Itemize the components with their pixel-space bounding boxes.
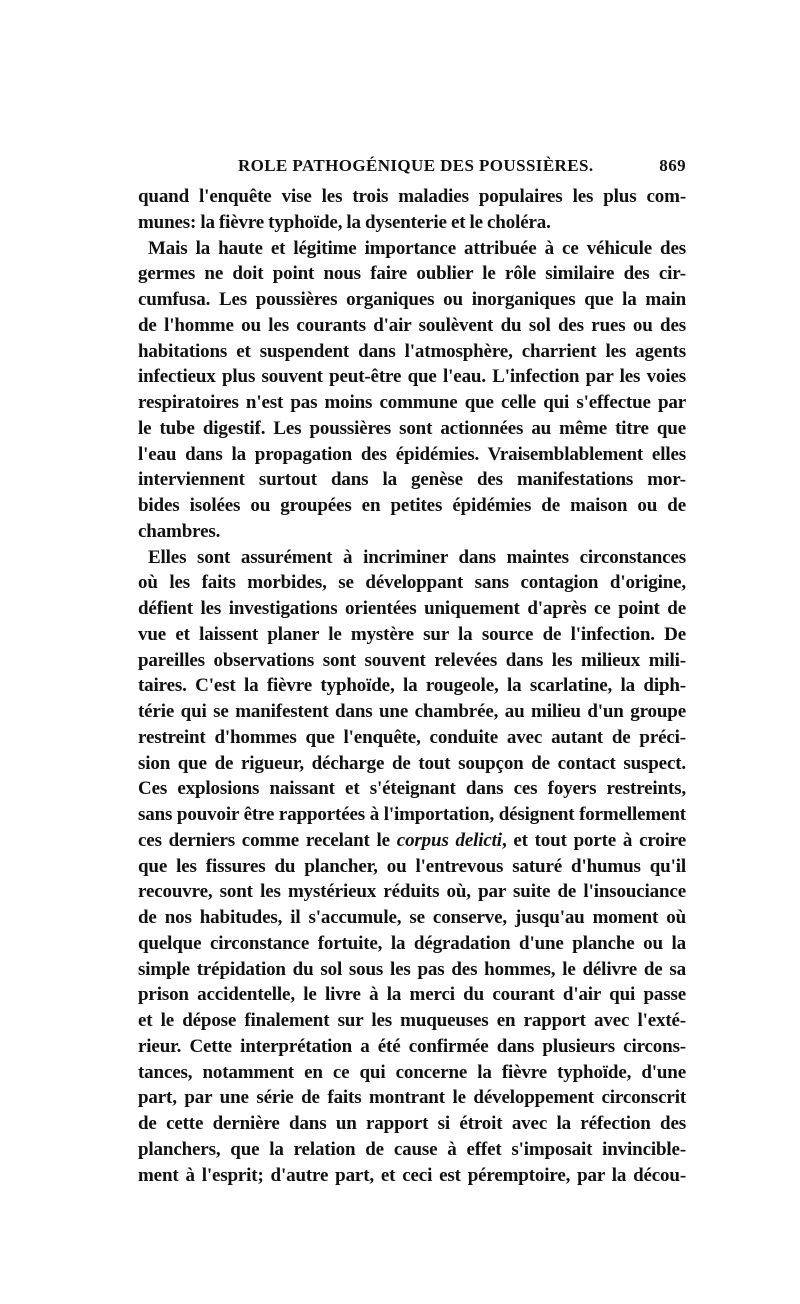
text-line: rieur. Cette interprétation a été confirmée dans plusieurs circons-: [138, 1035, 686, 1057]
text-line: et le dépose finalement sur les muqueuses en rapport avec l'exté-: [138, 1010, 686, 1031]
text-line: vue et laissent planer le mystère sur la source de l'infection. De: [138, 623, 686, 645]
text-line: quand l'enquête vise les trois maladies populaires les plus com-: [138, 186, 686, 207]
text-line: germes ne doit point nous faire oublier le rôle similaire des cir-: [138, 263, 686, 285]
body-text: [138, 184, 686, 1188]
text-line: défient les investigations orientées uniquement d'après ce point de: [138, 598, 686, 619]
text-line: quelque circonstance fortuite, la dégradation d'une planche ou la: [138, 932, 686, 954]
text-line: part, par une série de faits montrant le développement circonscrit: [138, 1087, 686, 1109]
text-line: Elles sont assurément à incriminer dans maintes circonstances: [148, 546, 686, 568]
text-line: tances, notamment en ce qui concerne la fièvre typhoïde, d'une: [138, 1061, 686, 1083]
text-line: planchers, que la relation de cause à effet s'imposait invincible-: [138, 1138, 686, 1160]
text-line: sion que de rigueur, décharge de tout soupçon de contact suspect.: [138, 752, 686, 774]
text-line: ces derniers comme recelant le corpus delicti, et tout porte à croire: [138, 829, 686, 851]
text-line: taires. C'est la fièvre typhoïde, la rougeole, la scarlatine, la diph-: [138, 675, 686, 697]
italic-phrase: corpus delicti: [396, 829, 502, 851]
book-page: [138, 150, 686, 1188]
text-line: l'eau dans la propagation des épidémies. Vraisemblablement elles: [138, 443, 686, 465]
text-line: infectieux plus souvent peut-être que l'eau. L'infection par les voies: [138, 366, 686, 388]
text-line: bides isolées ou groupées en petites épidémies de maison ou de: [138, 495, 686, 516]
text-line: Mais la haute et légitime importance attribuée à ce véhicule des: [148, 237, 686, 259]
text-line: habitations et suspendent dans l'atmosphère, charrient les agents: [138, 340, 686, 362]
text-line: interviennent surtout dans la genèse des manifestations mor-: [138, 469, 686, 491]
text-line: de nos habitudes, il s'accumule, se conserve, jusqu'au moment où: [138, 907, 686, 928]
text-line: sans pouvoir être rapportées à l'importation, désignent formellement: [138, 804, 686, 825]
running-title: ROLE PATHOGÉNIQUE DES POUSSIÈRES.: [238, 156, 594, 175]
text-line: de cette dernière dans un rapport si étroit avec la réfection des: [138, 1113, 686, 1134]
text-line: cumfusa. Les poussières organiques ou inorganiques que la main: [138, 289, 686, 310]
text-line: le tube digestif. Les poussières sont actionnées au même titre que: [138, 417, 686, 439]
text-line: que les fissures du plancher, ou l'entrevous saturé d'humus qu'il: [138, 855, 686, 877]
page-number: 869: [659, 156, 686, 175]
running-head: [138, 150, 686, 180]
text-line: munes: la fièvre typhoïde, la dysenterie et le choléra.: [138, 211, 551, 233]
text-line: Ces explosions naissant et s'éteignant dans ces foyers restreints,: [138, 778, 686, 800]
text-line: térie qui se manifestent dans une chambrée, au milieu d'un groupe: [138, 701, 686, 722]
text-line: chambres.: [138, 520, 221, 542]
text-line: ment à l'esprit; d'autre part, et ceci est péremptoire, par la décou-: [138, 1164, 686, 1186]
text-line: où les faits morbides, se développant sans contagion d'origine,: [138, 572, 686, 594]
text-line: respiratoires n'est pas moins commune que celle qui s'effectue par: [138, 392, 686, 413]
text-line: recouvre, sont les mystérieux réduits où, par suite de l'insouciance: [138, 881, 686, 903]
text-line: de l'homme ou les courants d'air soulèvent du sol des rues ou des: [138, 314, 686, 336]
text-line: simple trépidation du sol sous les pas des hommes, le délivre de sa: [138, 958, 686, 980]
text-line: pareilles observations sont souvent relevées dans les milieux mili-: [138, 649, 686, 671]
text-line: prison accidentelle, le livre à la merci du courant d'air qui passe: [138, 984, 686, 1006]
text-line: restreint d'hommes que l'enquête, conduite avec autant de préci-: [138, 726, 686, 748]
